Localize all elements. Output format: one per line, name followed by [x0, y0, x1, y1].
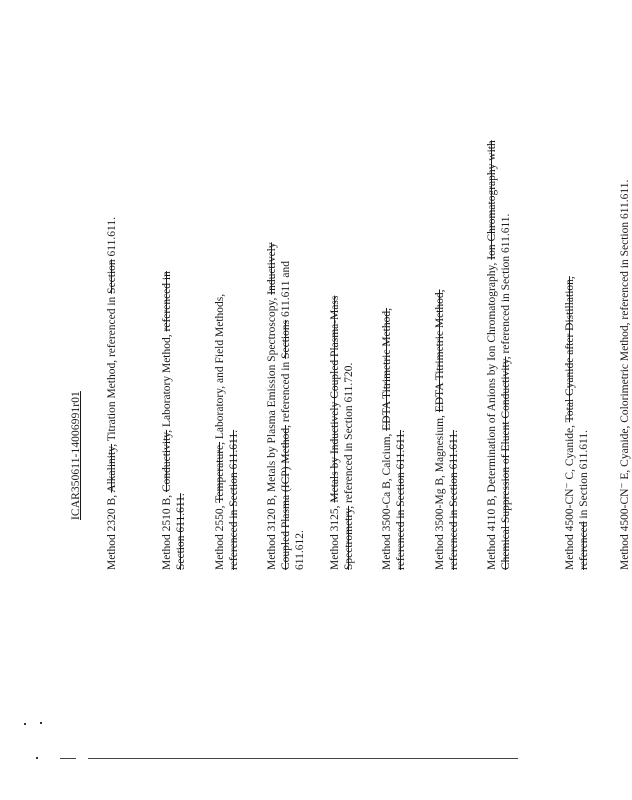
entry-4500-cn-c: Method 4500-CN⁻ C, Cyanide, Total Cyanide after Distillation, referenced in Section 611.611.	[564, 276, 590, 570]
page-content	[30, 30, 631, 750]
entry-2320b: Method 2320 B, Alkalinity, Titration Method, referenced in Section 611.611.	[106, 217, 118, 570]
rotated-page	[30, 30, 631, 750]
entry-2550: Method 2550, Temperature, Laboratory, and Field Methods, referenced in Section 611.611.	[214, 293, 240, 570]
document-code: ICAR350611-14006991r01	[70, 391, 82, 520]
scan-speck	[40, 722, 42, 724]
entry-3125: Method 3125, Metals by Inductively Coupled Plasma-Mass Spectrometry, referenced in Section 611.720.	[329, 295, 355, 570]
footer-rule	[88, 758, 518, 759]
entry-4110b: Method 4110 B, Determination of Anions by Ion Chromatography, Ion Chromatography with Chemical Suppression of Eluent Conductivity, referenced in Section 611.611.	[486, 140, 512, 570]
entry-3500-ca: Method 3500-Ca B, Calcium, EDTA Titrimetric Method, referenced in Section 611.611.	[381, 308, 407, 570]
entry-2510b: Method 2510 B, Conductivity, Laboratory Method, referenced in Section 611.611.	[161, 271, 187, 570]
scan-speck	[36, 757, 38, 759]
entry-4500-cn-e: Method 4500-CN⁻ E, Cyanide, Colorimetric Method, referenced in Section 611.611.	[619, 179, 631, 570]
entry-3120b: Method 3120 B, Metals by Plasma Emission Spectroscopy, Inductively Coupled Plasma (ICP) Method, referenced in Sections 611.611 and 611.612.	[266, 242, 306, 570]
scan-speck	[24, 723, 26, 725]
entry-3500-mg: Method 3500-Mg B, Magnesium, EDTA Titrimetric Method, referenced in Section 611.611.	[434, 289, 460, 570]
footer-mark	[60, 758, 76, 759]
